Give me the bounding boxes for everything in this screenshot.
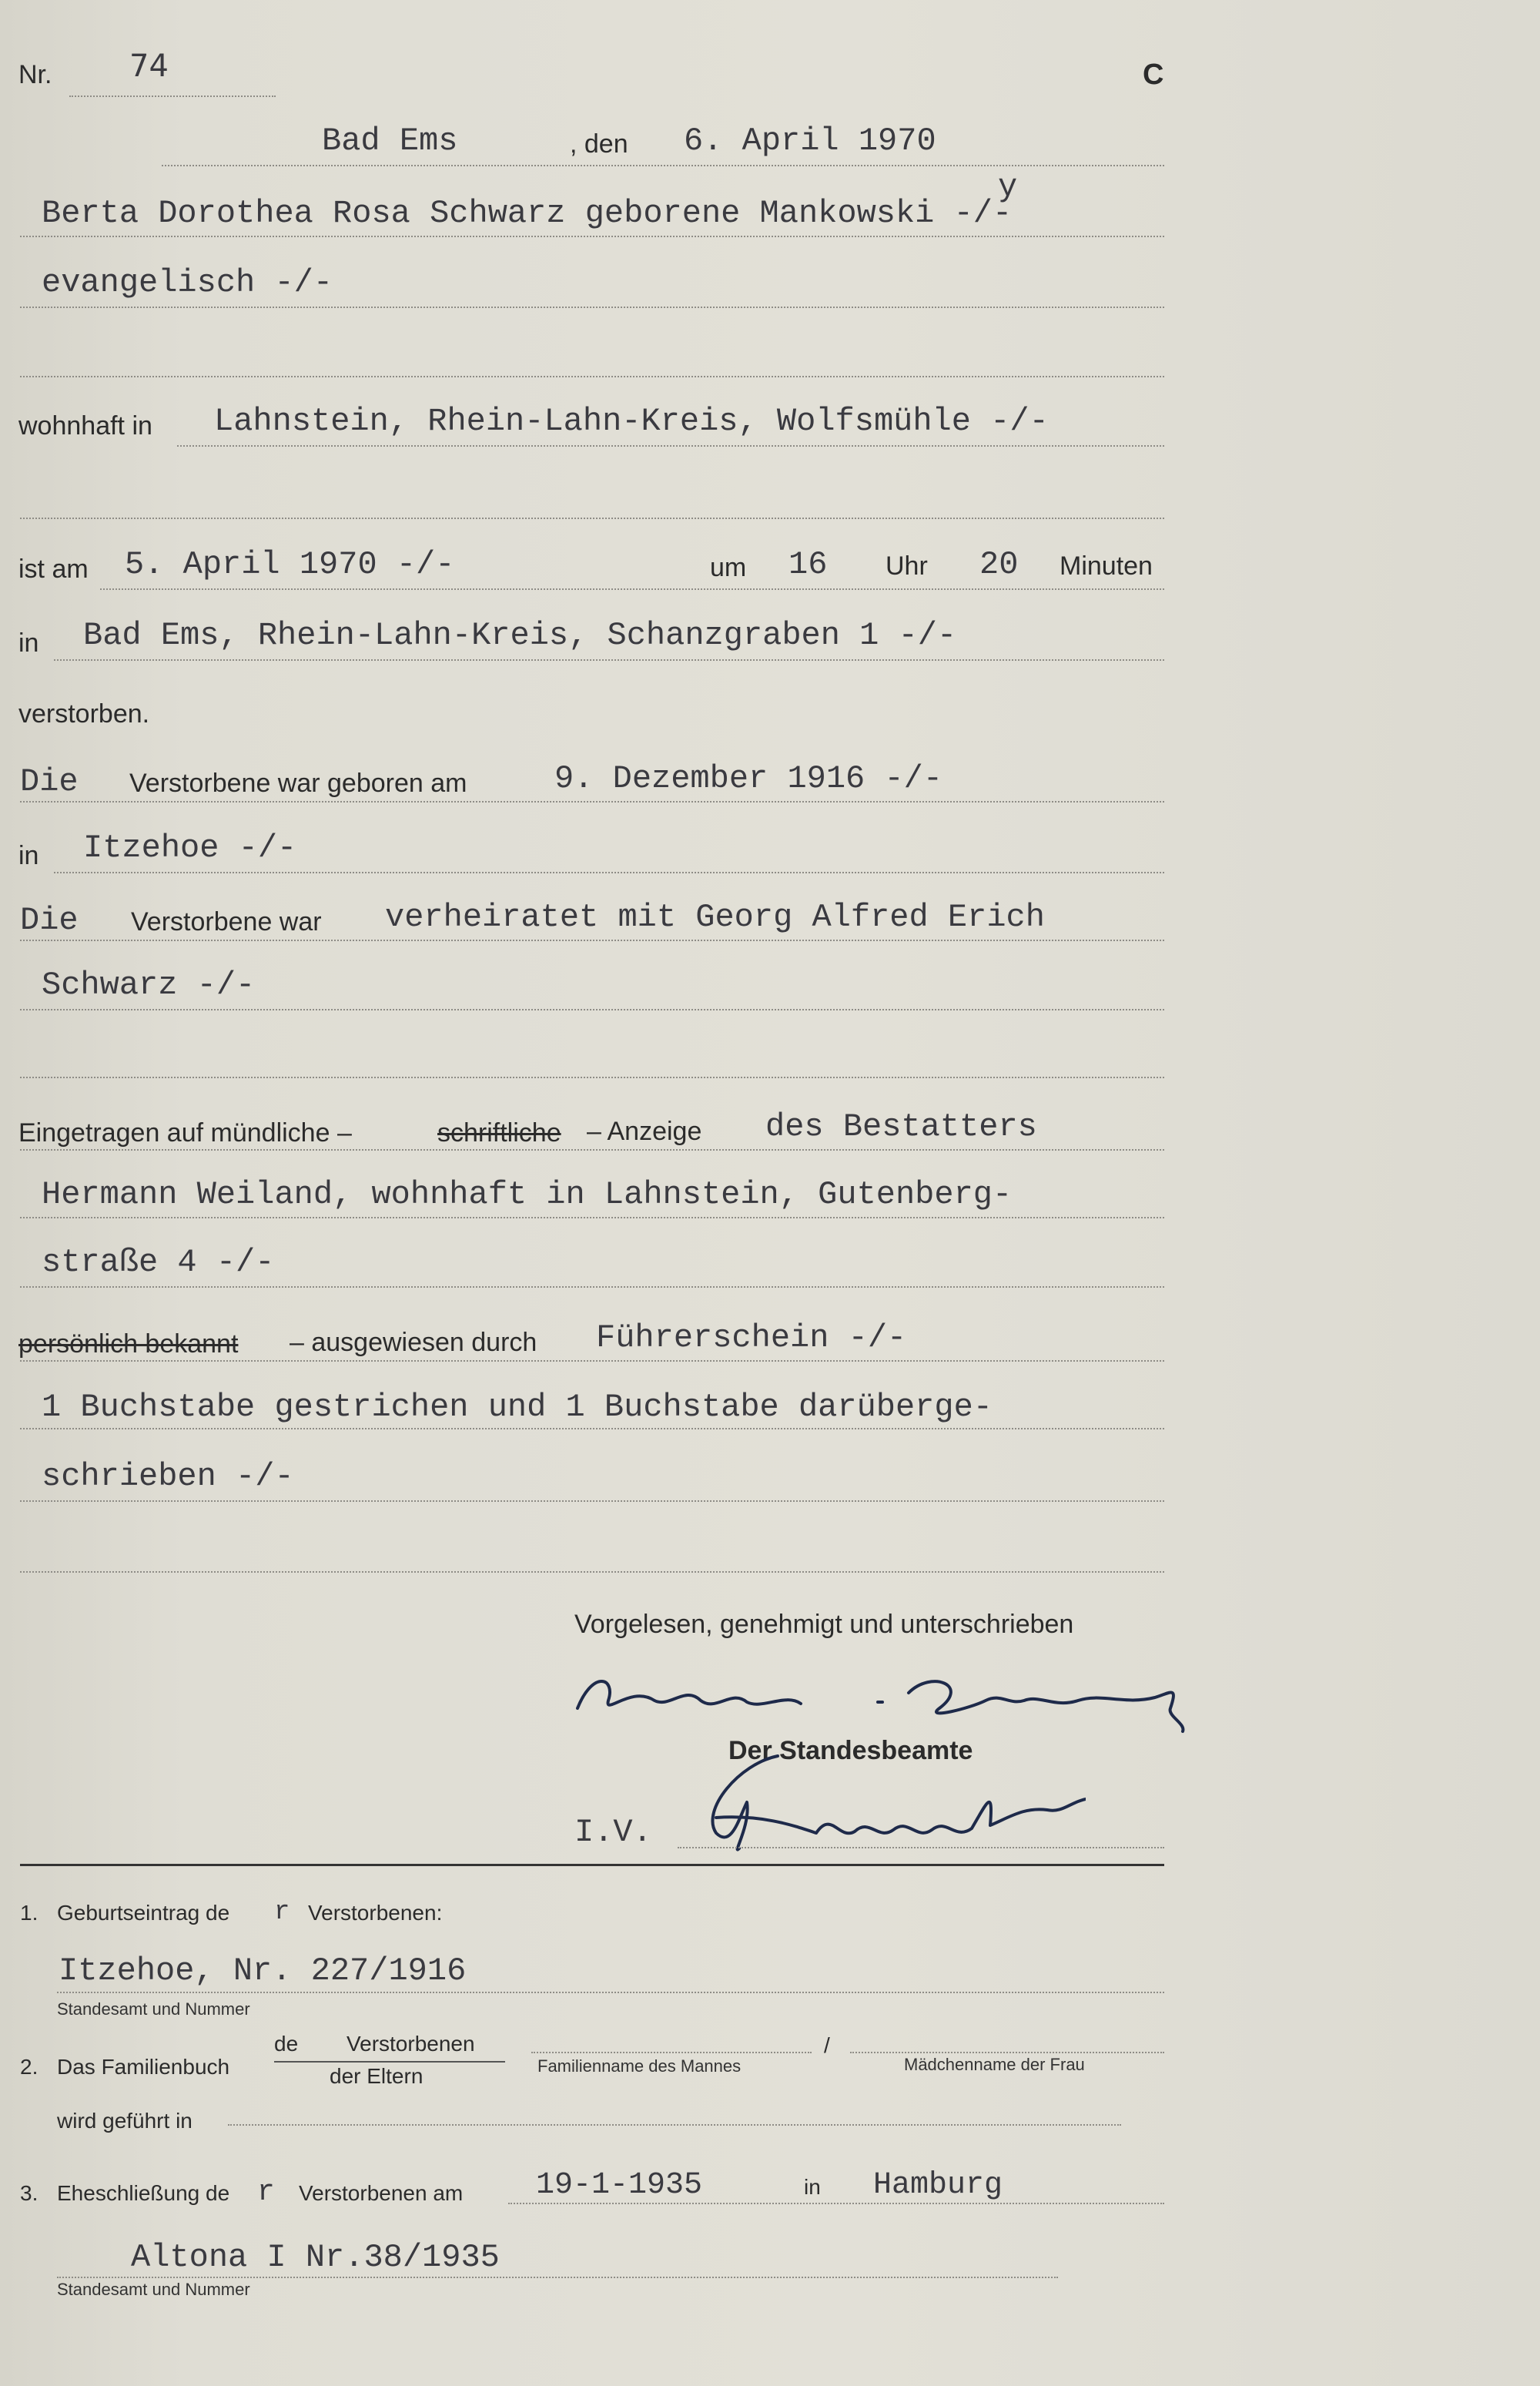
item2-caption-wife: Mädchenname der Frau: [904, 2055, 1085, 2074]
official-title: Der Standesbeamte: [728, 1736, 973, 1765]
registration-date: 6. April 1970: [684, 122, 936, 159]
informant-signature: [570, 1654, 1217, 1739]
den-label: , den: [570, 129, 628, 159]
anzeige-label: – Anzeige: [587, 1117, 702, 1146]
ausgewiesen-label: – ausgewiesen durch: [290, 1328, 537, 1357]
marital-line-2: [20, 1009, 1164, 1010]
schriftliche-struck: schriftliche: [437, 1118, 561, 1148]
verstorben-label: verstorben.: [18, 699, 150, 729]
residence-value: Lahnstein, Rhein-Lahn-Kreis, Wolfsmühle -/-: [214, 403, 1049, 440]
item1-label: Geburtseintrag de: [57, 1901, 230, 1925]
death-date-line: [100, 588, 1164, 590]
blank-line-1: [20, 376, 1164, 377]
birth-prefix: Die: [20, 763, 79, 800]
item2-label: Das Familienbuch: [57, 2055, 230, 2079]
item3-in: in: [804, 2175, 821, 2199]
name-line: [20, 236, 1164, 237]
item2-verstorbenen: Verstorbenen: [346, 2032, 475, 2056]
persoenlich-bekannt-struck: persönlich bekannt: [18, 1329, 239, 1359]
birth-registry: Itzehoe, Nr. 227/1916: [59, 1952, 467, 1989]
item2-number: 2.: [20, 2055, 38, 2079]
informant-line3: straße 4 -/-: [42, 1244, 275, 1281]
item1-number: 1.: [20, 1901, 38, 1925]
item2-slash: /: [824, 2033, 830, 2057]
marital-label: Verstorbene war: [131, 907, 322, 937]
item1-r: r: [274, 1898, 290, 1927]
correction-note-line1: 1 Buchstabe gestrichen und 1 Buchstabe darüberge-: [42, 1389, 993, 1426]
blank-line-3: [20, 1077, 1164, 1078]
item3-label: Eheschließung de: [57, 2181, 230, 2205]
marital-status-line2: Schwarz -/-: [42, 967, 256, 1004]
item2-line: [228, 2124, 1121, 2126]
registration-line-3: [20, 1286, 1164, 1288]
correction-note-line2: schrieben -/-: [42, 1458, 294, 1495]
uhr-label: Uhr: [886, 551, 928, 581]
residence-label: wohnhaft in: [18, 411, 152, 441]
item1-line: [57, 1992, 1164, 1993]
read-approved-signed: Vorgelesen, genehmigt und unterschrieben: [574, 1610, 1074, 1639]
place-of-registration: Bad Ems: [322, 122, 458, 159]
informant-line2: Hermann Weiland, wohnhaft in Lahnstein, Gutenberg-: [42, 1176, 1013, 1213]
item3-registry-line: [57, 2277, 1058, 2278]
birth-place: Itzehoe -/-: [83, 829, 297, 866]
death-hour: 16: [788, 546, 828, 583]
registration-line-2: [20, 1217, 1164, 1218]
item2-de: de: [274, 2032, 299, 2056]
date-line: [162, 165, 1164, 166]
birth-date: 9. Dezember 1916 -/-: [554, 760, 943, 797]
blank-line-4: [20, 1571, 1164, 1573]
time-um-label: um: [710, 553, 747, 582]
iv-label: I.V.: [574, 1814, 652, 1851]
item3-number: 3.: [20, 2181, 38, 2205]
id-line: [20, 1360, 1164, 1362]
death-minutes: 20: [979, 546, 1019, 583]
register-letter: C: [1143, 59, 1164, 91]
residence-line: [177, 445, 1164, 447]
section-divider: [20, 1864, 1164, 1866]
deceased-name: Berta Dorothea Rosa Schwarz geborene Mankowski -/-: [42, 195, 1013, 232]
signature-line: [678, 1847, 1164, 1848]
item3-line: [508, 2203, 1164, 2204]
birth-date-line: [20, 801, 1164, 803]
item3-r: r: [257, 2176, 275, 2209]
name-correction: y: [998, 169, 1018, 206]
religion: evangelisch -/-: [42, 264, 333, 301]
item2-husband-line: [531, 2052, 812, 2053]
item1-caption: Standesamt und Nummer: [57, 1999, 250, 2019]
birth-label: Verstorbene war geboren am: [129, 769, 467, 798]
marital-line-1: [20, 940, 1164, 941]
note-line-1: [20, 1428, 1164, 1429]
item2-fraction-line: [274, 2061, 505, 2063]
death-place-line: [54, 659, 1164, 661]
marital-status-line1: verheiratet mit Georg Alfred Erich: [385, 899, 1045, 936]
birth-place-line: [54, 872, 1164, 873]
id-document: Führerschein -/-: [596, 1319, 907, 1356]
nr-value: 74: [129, 49, 169, 84]
marriage-place: Hamburg: [873, 2168, 1003, 2203]
official-signature: [685, 1741, 1086, 1864]
item3-label-b: Verstorbenen am: [299, 2181, 464, 2205]
marriage-registry: Altona I Nr.38/1935: [131, 2239, 500, 2276]
blank-line-2: [20, 518, 1164, 519]
death-place-label: in: [18, 628, 39, 658]
note-line-2: [20, 1500, 1164, 1502]
marital-prefix: Die: [20, 902, 79, 939]
item1-label-b: Verstorbenen:: [308, 1901, 443, 1925]
item3-caption: Standesamt und Nummer: [57, 2280, 250, 2299]
registration-line-1: [20, 1149, 1164, 1151]
nr-label: Nr.: [18, 60, 52, 89]
death-date-label: ist am: [18, 555, 89, 584]
registration-label: Eingetragen auf mündliche –: [18, 1118, 352, 1148]
death-date: 5. April 1970 -/-: [125, 546, 455, 583]
marriage-date: 19-1-1935: [536, 2168, 703, 2203]
informant-line1: des Bestatters: [765, 1108, 1037, 1145]
minuten-label: Minuten: [1060, 551, 1153, 581]
item2-gefuehrt: wird geführt in: [57, 2109, 192, 2133]
religion-line: [20, 307, 1164, 308]
death-place: Bad Ems, Rhein-Lahn-Kreis, Schanzgraben 1 -/-: [83, 617, 957, 654]
item2-wife-line: [850, 2052, 1164, 2053]
nr-line: [69, 96, 276, 97]
birth-place-label: in: [18, 841, 39, 870]
item2-caption-husband: Familienname des Mannes: [537, 2056, 742, 2076]
item2-eltern: der Eltern: [330, 2064, 424, 2088]
